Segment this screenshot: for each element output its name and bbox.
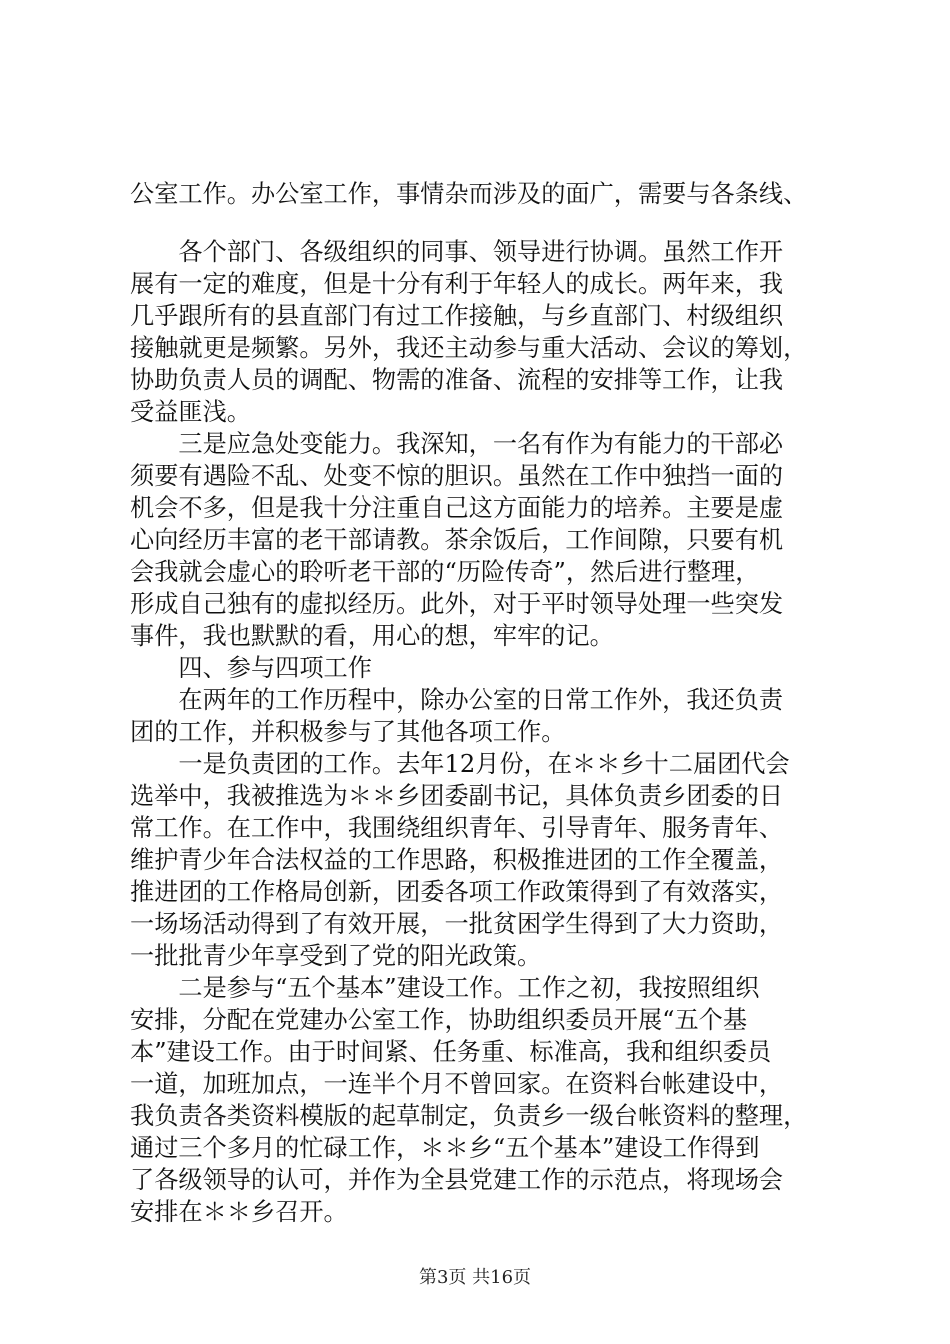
page-number-footer: 第3页 共16页	[418, 1267, 532, 1288]
paragraph-line: 我负责各类资料模版的起草制定，负责乡一级台帐资料的整理，	[130, 1102, 808, 1130]
paragraph-line: 选举中，我被推选为＊＊乡团委副书记，具体负责乡团委的日	[130, 782, 784, 810]
paragraph-line: 团的工作，并积极参与了其他各项工作。	[130, 718, 566, 746]
paragraph-line: 事件，我也默默的看，用心的想，牢牢的记。	[130, 622, 614, 650]
paragraph-line: 会我就会虚心的聆听老干部的“历险传奇”，然后进行整理，	[130, 558, 760, 586]
paragraph-line: 了各级领导的认可，并作为全县党建工作的示范点，将现场会	[130, 1166, 784, 1194]
paragraph-line: 一批批青少年享受到了党的阳光政策。	[130, 942, 542, 970]
paragraph-line: 形成自己独有的虚拟经历。此外，对于平时领导处理一些突发	[130, 590, 784, 618]
paragraph-line: 安排，分配在党建办公室工作，协助组织委员开展“五个基	[130, 1006, 748, 1034]
paragraph-line: 一道，加班加点，一连半个月不曾回家。在资料台帐建设中，	[130, 1070, 784, 1098]
paragraph-line: 维护青少年合法权益的工作思路，积极推进团的工作全覆盖，	[130, 846, 784, 874]
paragraph-line: 通过三个多月的忙碌工作，＊＊乡“五个基本”建设工作得到	[130, 1134, 760, 1162]
paragraph-line: 三是应急处变能力。我深知，一名有作为有能力的干部必	[130, 430, 784, 458]
paragraph-line: 各个部门、各级组织的同事、领导进行协调。虽然工作开	[130, 238, 784, 266]
paragraph-line: 二是参与“五个基本”建设工作。工作之初，我按照组织	[130, 974, 760, 1002]
paragraph-line: 公室工作。办公室工作，事情杂而涉及的面广，需要与各条线、	[130, 180, 808, 208]
paragraph-line: 本”建设工作。由于时间紧、任务重、标准高，我和组织委员	[130, 1038, 772, 1066]
paragraph-line: 安排在＊＊乡召开。	[130, 1198, 348, 1226]
paragraph-line: 推进团的工作格局创新，团委各项工作政策得到了有效落实，	[130, 878, 784, 906]
paragraph-line: 常工作。在工作中，我围绕组织青年、引导青年、服务青年、	[130, 814, 784, 842]
paragraph-line: 展有一定的难度，但是十分有利于年轻人的成长。两年来，我	[130, 270, 784, 298]
paragraph-line: 须要有遇险不乱、处变不惊的胆识。虽然在工作中独挡一面的	[130, 462, 784, 490]
paragraph-line: 机会不多，但是我十分注重自己这方面能力的培养。主要是虚	[130, 494, 784, 522]
paragraph-line: 一场场活动得到了有效开展，一批贫困学生得到了大力资助，	[130, 910, 784, 938]
paragraph-line: 心向经历丰富的老干部请教。茶余饭后，工作间隙，只要有机	[130, 526, 784, 554]
paragraph-line: 一是负责团的工作。去年12月份，在＊＊乡十二届团代会	[130, 750, 790, 778]
paragraph-line: 协助负责人员的调配、物需的准备、流程的安排等工作，让我	[130, 366, 784, 394]
paragraph-line: 几乎跟所有的县直部门有过工作接触，与乡直部门、村级组织	[130, 302, 784, 330]
paragraph-line: 受益匪浅。	[130, 398, 251, 426]
section-heading: 四、参与四项工作	[130, 654, 372, 682]
paragraph-line: 在两年的工作历程中，除办公室的日常工作外，我还负责	[130, 686, 784, 714]
paragraph-line: 接触就更是频繁。另外，我还主动参与重大活动、会议的筹划，	[130, 334, 808, 362]
